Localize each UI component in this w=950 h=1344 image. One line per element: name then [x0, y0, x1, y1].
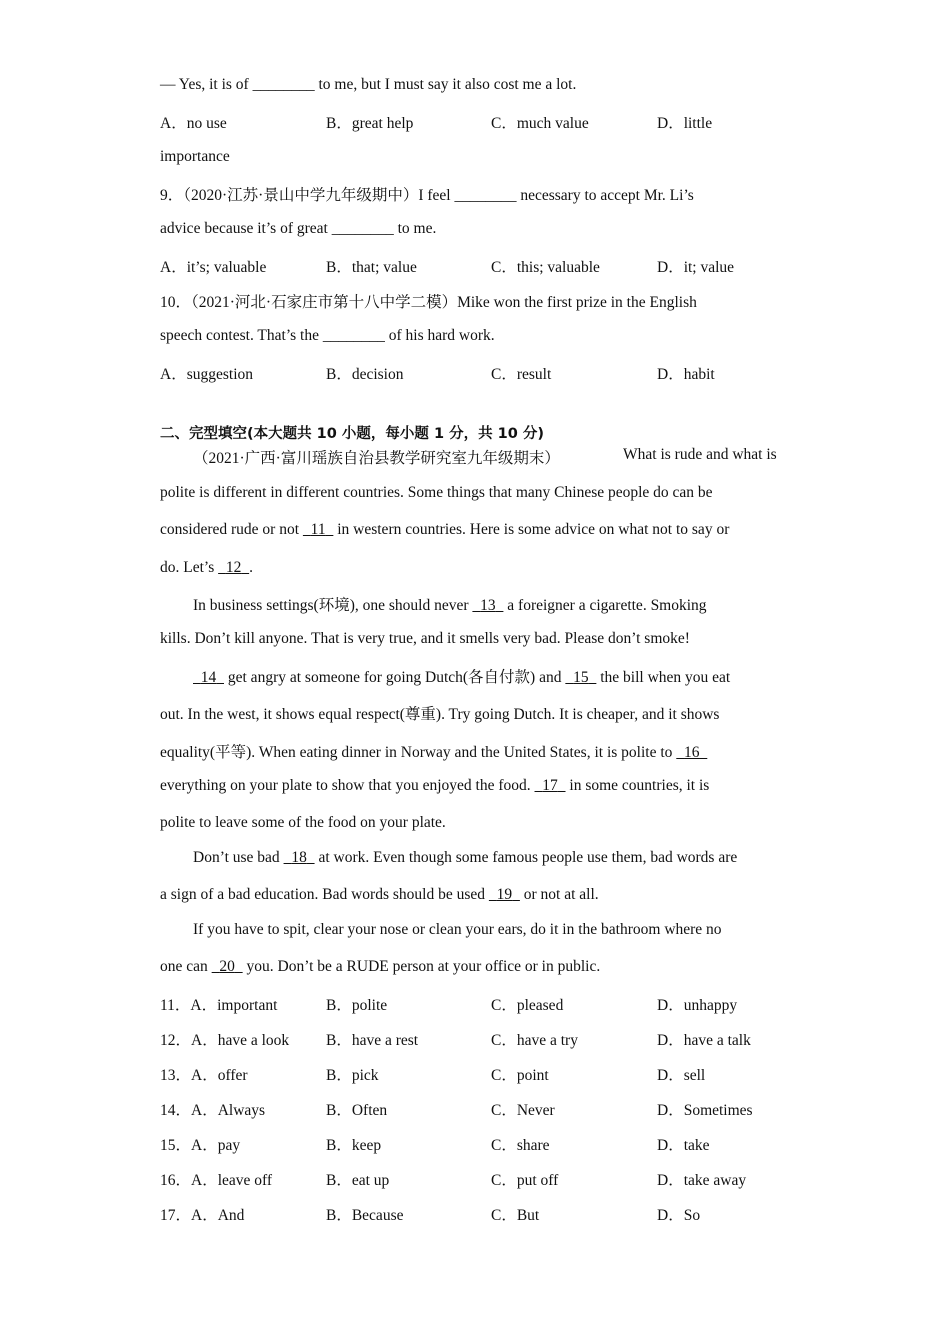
q9-stem-line1: 9．（2020·江苏·景山中学九年级期中）I feel ________ necessary to accept Mr. Li’s: [160, 187, 694, 204]
choice-16-a: 16．A．leave off: [160, 1172, 273, 1189]
blank-17: 17: [542, 777, 558, 794]
passage-p5-line1: If you have to spit, clear your nose or clean your ears, do it in the bathroom where no: [193, 921, 722, 938]
choice-11-d: D．unhappy: [657, 997, 738, 1014]
passage-p4-line2: a sign of a bad education. Bad words should be used 19 or not at all.: [160, 886, 599, 903]
q9-option-d: D．it; value: [657, 259, 735, 276]
blank-12: 12: [225, 559, 242, 576]
passage-p5-line2: one can 20 you. Don’t be a RUDE person at your office or in public.: [160, 958, 601, 975]
choice-17-b: B．Because: [326, 1207, 404, 1224]
q8-option-b: B．great help: [326, 115, 414, 132]
q8-option-a: A．no use: [160, 115, 227, 132]
choice-12-a: 12．A．have a look: [160, 1032, 290, 1049]
q8-option-d-wrap: importance: [160, 148, 230, 165]
q9-stem-line2: advice because it’s of great ________ to me.: [160, 220, 437, 237]
choice-15-c: C．share: [491, 1137, 550, 1154]
passage-p3-line4: everything on your plate to show that you enjoyed the food. 17 in some countries, it is: [160, 777, 710, 794]
q10-stem-line1: 10．（2021·河北·石家庄市第十八中学二模）Mike won the first prize in the English: [160, 294, 697, 311]
passage-p1-line1: What is rude and what is: [623, 446, 777, 463]
blank-16: 16: [684, 744, 700, 761]
q9-option-a: A．it’s; valuable: [160, 259, 267, 276]
blank-20: 20: [219, 958, 235, 975]
choice-11-b: B．polite: [326, 997, 388, 1014]
passage-source: （2021·广西·富川瑶族自治县教学研究室九年级期末）: [193, 450, 560, 467]
choice-14-c: C．Never: [491, 1102, 555, 1119]
choice-17-a: 17．A．And: [160, 1207, 245, 1224]
passage-p1-line3: considered rude or not 11 in western countries. Here is some advice on what not to say or: [160, 521, 730, 538]
choice-13-c: C．point: [491, 1067, 549, 1084]
blank-19: 19: [496, 886, 513, 903]
passage-p3-line2: out. In the west, it shows equal respect(尊重). Try going Dutch. It is cheaper, and it shows: [160, 706, 720, 723]
q10-option-b: B．decision: [326, 366, 404, 383]
blank-18: 18: [291, 849, 307, 866]
blank-14: 14: [200, 669, 217, 686]
passage-p2-line1: In business settings(环境), one should never 13 a foreigner a cigarette. Smoking: [193, 597, 707, 614]
passage-p3-line1: 14 get angry at someone for going Dutch(各自付款) and 15 the bill when you eat: [193, 665, 730, 687]
passage-p3-line5: polite to leave some of the food on your plate.: [160, 814, 446, 831]
q8-option-c: C．much value: [491, 115, 589, 132]
choice-15-b: B．keep: [326, 1137, 382, 1154]
blank-15: 15: [573, 669, 589, 686]
q8-option-d: D．little: [657, 115, 713, 132]
q8-answer-line: — Yes, it is of ________ to me, but I must say it also cost me a lot.: [160, 76, 577, 93]
choice-15-d: D．take: [657, 1137, 710, 1154]
choice-13-a: 13．A．offer: [160, 1067, 248, 1084]
choice-13-b: B．pick: [326, 1067, 379, 1084]
choice-12-d: D．have a talk: [657, 1032, 751, 1049]
choice-12-c: C．have a try: [491, 1032, 578, 1049]
choice-14-d: D．Sometimes: [657, 1102, 753, 1119]
choice-16-b: B．eat up: [326, 1172, 390, 1189]
q10-option-a: A．suggestion: [160, 366, 254, 383]
q10-option-d: D．habit: [657, 366, 715, 383]
choice-17-d: D．So: [657, 1207, 701, 1224]
choice-13-d: D．sell: [657, 1067, 706, 1084]
choice-14-a: 14．A．Always: [160, 1102, 266, 1119]
q10-stem-line2: speech contest. That’s the ________ of his hard work.: [160, 327, 495, 344]
passage-p1-line4: do. Let’s 12 .: [160, 559, 253, 576]
passage-p3-line3: equality(平等). When eating dinner in Norway and the United States, it is polite to 16: [160, 740, 707, 762]
choice-16-d: D．take away: [657, 1172, 747, 1189]
choice-15-a: 15．A．pay: [160, 1137, 241, 1154]
blank-13: 13: [480, 597, 496, 614]
passage-p2-line2: kills. Don’t kill anyone. That is very true, and it smells very bad. Please don’t smoke!: [160, 630, 690, 647]
choice-11-a: 11．A．important: [160, 997, 278, 1014]
choice-11-c: C．pleased: [491, 997, 564, 1014]
choice-12-b: B．have a rest: [326, 1032, 419, 1049]
blank-11: 11: [310, 521, 326, 538]
choice-14-b: B．Often: [326, 1102, 388, 1119]
choice-16-c: C．put off: [491, 1172, 559, 1189]
choice-17-c: C．But: [491, 1207, 540, 1224]
q9-option-b: B．that; value: [326, 259, 417, 276]
q9-option-c: C．this; valuable: [491, 259, 600, 276]
passage-p1-line2: polite is different in different countries. Some things that many Chinese people do can be: [160, 484, 713, 501]
passage-p4-line1: Don’t use bad 18 at work. Even though some famous people use them, bad words are: [193, 849, 738, 866]
section-heading: 二、完型填空(本大题共 10 小题，每小题 1 分，共 10 分): [160, 426, 544, 442]
q10-option-c: C．result: [491, 366, 552, 383]
